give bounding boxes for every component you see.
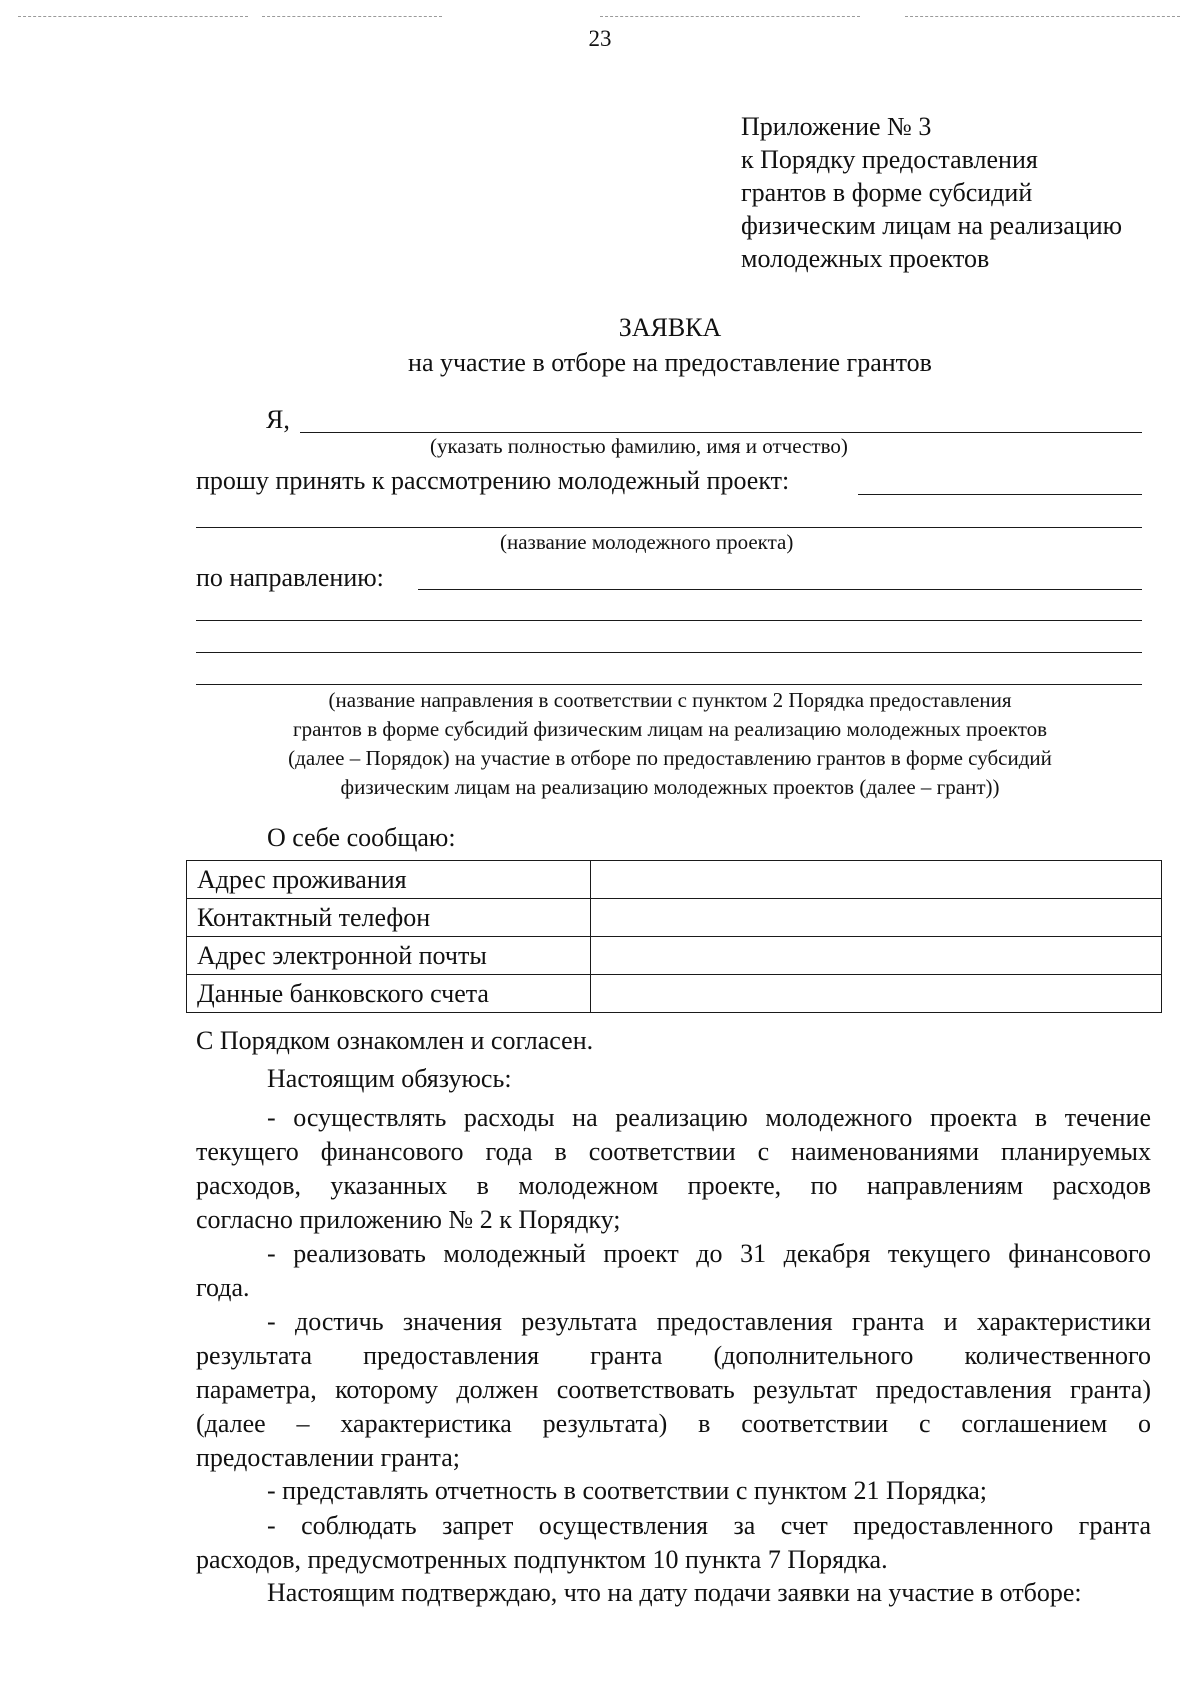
scan-edge-mark [600,16,860,17]
paragraph-line: согласно приложению № 2 к Порядку; [196,1205,621,1234]
paragraph-line: текущего финансового года в соответствии с наименованиями планируемых [196,1137,1151,1166]
info-label-address: Адрес проживания [187,861,591,899]
scan-edge-mark [905,16,1180,17]
ya-label: Я, [266,405,290,434]
paragraph-line: расходов, указанных в молодежном проекте, по направлениям расходов [196,1171,1151,1200]
appendix-line: молодежных проектов [741,244,990,273]
paragraph-line: - представлять отчетность в соответствии с пунктом 21 Порядка; [267,1476,987,1505]
table-row [187,899,1162,937]
oblige-text: Настоящим обязуюсь: [267,1064,512,1093]
appendix-line: к Порядку предоставления [741,145,1038,174]
table-row [187,937,1162,975]
confirm-text: Настоящим подтверждаю, что на дату подачи заявки на участие в отборе: [267,1578,1082,1607]
info-value-email[interactable] [591,937,1162,975]
info-value-address[interactable] [591,861,1162,899]
fio-field-line[interactable] [300,432,1142,433]
info-label-email: Адрес электронной почты [187,937,591,975]
direction-hint-line: (название направления в соответствии с пунктом 2 Порядка предоставления [328,688,1012,712]
paragraph-line: года. [196,1273,250,1302]
scan-edge-mark [262,16,442,17]
paragraph-line: расходов, предусмотренных подпунктом 10 пункта 7 Порядка. [196,1545,888,1574]
paragraph-line: - реализовать молодежный проект до 31 декабря текущего финансового [267,1239,1151,1268]
appendix-line: Приложение № 3 [741,112,932,141]
info-label-bank: Данные банковского счета [187,975,591,1013]
paragraph-line: результата предоставления гранта (дополнительного количественного [196,1341,1151,1370]
about-label: О себе сообщаю: [267,823,456,852]
direction-field-line-3[interactable] [196,652,1142,653]
appendix-line: физическим лицам на реализацию [741,211,1123,240]
paragraph-line: (далее – характеристика результата) в соответствии с соглашением о [196,1409,1151,1438]
form-title: ЗАЯВКА [618,313,722,342]
page-number: 23 [588,26,612,51]
project-field-line-2[interactable] [196,527,1142,528]
direction-field-line-4[interactable] [196,684,1142,685]
paragraph-line: параметра, которому должен соответствовать результат предоставления гранта) [196,1375,1151,1404]
paragraph-line: - соблюдать запрет осуществления за счет предоставленного гранта [267,1511,1151,1540]
agree-text: С Порядком ознакомлен и согласен. [196,1026,594,1055]
direction-hint-line: физическим лицам на реализацию молодежных проектов (далее – грант)) [340,775,1000,799]
table-row [187,861,1162,899]
project-label: прошу принять к рассмотрению молодежный проект: [196,466,790,495]
project-field-line[interactable] [858,494,1142,495]
direction-hint-line: (далее – Порядок) на участие в отборе по предоставлению грантов в форме субсидий [288,746,1052,770]
paragraph-line: - достичь значения результата предоставления гранта и характеристики [267,1307,1151,1336]
form-subtitle: на участие в отборе на предоставление грантов [408,348,932,377]
info-table [186,860,1162,1013]
direction-hint [195,686,1145,802]
fio-hint: (указать полностью фамилию, имя и отчество) [430,434,848,458]
direction-label: по направлению: [196,563,384,592]
direction-field-line-2[interactable] [196,620,1142,621]
info-label-phone: Контактный телефон [187,899,591,937]
appendix-header [741,110,1122,275]
direction-field-line[interactable] [418,589,1142,590]
table-row [187,975,1162,1013]
info-value-bank[interactable] [591,975,1162,1013]
appendix-line: грантов в форме субсидий [741,178,1033,207]
scan-edge-mark [18,16,248,17]
direction-hint-line: грантов в форме субсидий физическим лицам на реализацию молодежных проектов [292,717,1048,741]
project-hint: (название молодежного проекта) [500,530,794,554]
paragraph-line: - осуществлять расходы на реализацию молодежного проекта в течение [267,1103,1151,1132]
paragraph-line: предоставлении гранта; [196,1443,460,1472]
info-value-phone[interactable] [591,899,1162,937]
